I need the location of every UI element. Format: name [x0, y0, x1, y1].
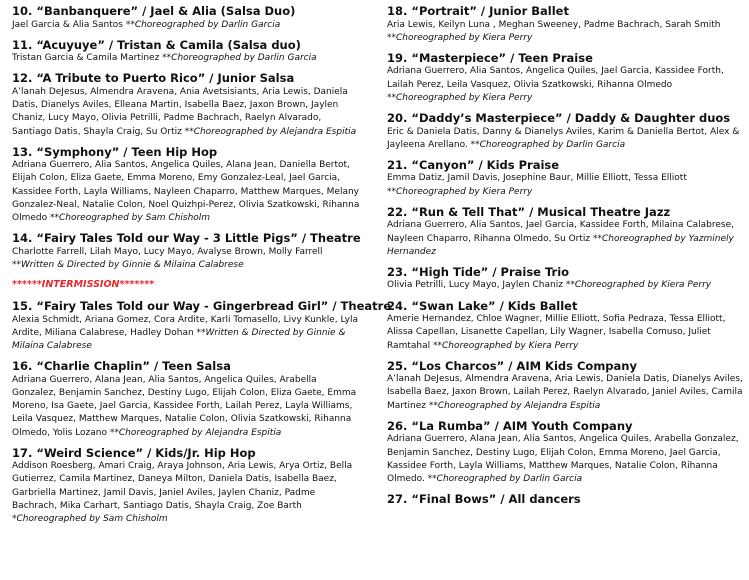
program-entry-27 — [387, 492, 743, 507]
entry-number: 19. — [387, 50, 408, 65]
entry-body — [12, 159, 362, 225]
entry-body — [387, 313, 743, 353]
entry-title: “Final Bows” / All dancers — [411, 492, 581, 507]
program-entry-18 — [387, 4, 743, 45]
entry-number: 20. — [387, 111, 408, 126]
entry-credit: **Choreographed by Darlin Garcia — [467, 139, 626, 150]
entry-credit: **Choreographed by Kiera Perry — [562, 280, 712, 291]
entry-heading — [387, 51, 743, 66]
entry-title: “Swan Lake” / Kids Ballet — [411, 298, 578, 313]
entry-number: 23. — [387, 264, 408, 279]
program-entry-23 — [387, 265, 743, 293]
entry-credit: *Choreographed by Sam Chisholm — [12, 514, 168, 525]
entry-title: “Fairy Tales Told our Way - Gingerbread Girl” / Theatre — [36, 299, 392, 314]
entry-cast: Jael Garcia & Alia Santos — [12, 19, 123, 30]
program-entry-21 — [387, 158, 743, 199]
entry-heading — [12, 4, 362, 19]
entry-heading — [387, 299, 743, 314]
entry-heading — [387, 4, 743, 19]
entry-credit: **Choreographed by Alejandra Espitia — [107, 427, 282, 438]
left-column — [12, 4, 392, 532]
entry-body — [12, 314, 362, 354]
entry-title: “Masterpiece” / Teen Praise — [411, 50, 593, 65]
entry-number: 13. — [12, 144, 33, 159]
entry-body — [387, 219, 743, 259]
entry-body — [387, 126, 743, 152]
entry-heading — [387, 205, 743, 220]
entry-title: “Los Charcos” / AIM Kids Company — [411, 358, 637, 373]
entry-body — [387, 19, 743, 45]
entry-cast: Charlotte Farrell, Lilah Mayo, Lucy Mayo, Avalyse Brown, Molly Farrell — [12, 246, 323, 257]
entry-body — [12, 52, 362, 65]
entry-heading — [387, 265, 743, 280]
entry-body — [387, 172, 743, 198]
entry-title: “Symphony” / Teen Hip Hop — [36, 144, 218, 159]
entry-number: 12. — [12, 71, 33, 86]
entry-number: 16. — [12, 359, 33, 374]
entry-credit: **Choreographed by Kiera Perry — [387, 92, 533, 103]
entry-credit: **Choreographed by Kiera Perry — [387, 32, 533, 43]
entry-heading — [12, 446, 362, 461]
entry-number: 15. — [12, 299, 33, 314]
entry-number: 25. — [387, 358, 408, 373]
entry-heading — [387, 419, 743, 434]
entry-body — [12, 86, 362, 139]
entry-credit: **Choreographed by Kiera Perry — [387, 186, 533, 197]
program-entry-25 — [387, 359, 743, 413]
entry-number: 27. — [387, 492, 408, 507]
entry-number: 14. — [12, 231, 33, 246]
entry-title: “La Rumba” / AIM Youth Company — [411, 418, 633, 433]
entry-credit: **Written & Directed by Ginnie & Milaina Calabrese — [12, 327, 346, 352]
entry-heading — [12, 38, 362, 53]
entry-title: “Portrait” / Junior Ballet — [411, 4, 569, 18]
entry-number: 21. — [387, 157, 408, 172]
entry-cast: A’lanah DeJesus, Almendra Aravena, Ania Avetsisiants, Aria Lewis, Daniela Datis, Dianelys Aviles, Elleana Martin, Isabella Baez, Jaxon Brown, Jaylen Chaniz, Lucy Mayo, Olivia Petrilli, Padme Bachrach, Raelyn Alvarado, Santiago Datis, Shayla Craig, Su Ortiz — [12, 86, 348, 137]
entry-body — [12, 246, 362, 272]
entry-number: 22. — [387, 204, 408, 219]
entry-cast: Adriana Guerrero, Alana Jean, Alia Santos, Angelica Quiles, Arabella Gonzalez, Benjamin Sanchez, Destiny Lugo, Elijah Colon, Emma Moreno, Jael Garcia, Kassidee Forth, Layla Williams, Matthew Marques, Natalie Colon, Rihanna Olmedo. — [387, 434, 739, 484]
entry-body — [387, 65, 743, 105]
entry-heading — [12, 359, 362, 374]
entry-cast: Tristan Garcia & Camila Martinez — [12, 53, 160, 64]
program-entry-20 — [387, 111, 743, 152]
entry-body — [387, 433, 743, 486]
entry-number: 18. — [387, 4, 408, 18]
entry-heading — [12, 145, 362, 160]
entry-body — [12, 19, 362, 32]
program-entry-15 — [12, 299, 392, 353]
entry-number: 24. — [387, 298, 408, 313]
entry-title: “Run & Tell That” / Musical Theatre Jazz — [411, 204, 671, 219]
entry-cast: Addison Roesberg, Amari Craig, Araya Johnson, Aria Lewis, Arya Ortiz, Bella Gutierrez, Camila Martinez, Daneya Milton, Daniela Datis, Isabella Baez, Garbriella Martinez, Jamil Davis, Janiel Aviles, Jaylen Chaniz, Padme Bachrach, Mika Carhart, Santiago Datis, Shayla Craig, Zoe Barth — [12, 461, 353, 511]
entry-heading — [387, 492, 743, 507]
program-entry-13 — [12, 145, 362, 226]
entry-cast: Alexia Schmidt, Ariana Gomez, Cora Ardite, Karli Tomasello, Livy Kunkle, Lyla Ardite, Miliana Calabrese, Hadley Dohan — [12, 314, 359, 338]
entry-title: “Fairy Tales Told our Way - 3 Little Pigs” / Theatre — [36, 231, 361, 246]
right-column — [387, 4, 743, 513]
entry-cast: Amerie Hernandez, Chloe Wagner, Millie Elliott, Sofia Pedraza, Tessa Elliott, Alissa Capellan, Lisanette Capellan, Lily Wagner, Isabella Comuso, Juliet Ramtahal — [387, 314, 726, 351]
program-entry-16 — [12, 359, 362, 440]
program-entry-14 — [12, 231, 362, 272]
entry-cast: Adriana Guerrero, Alia Santos, Angelica Quiles, Alana Jean, Daniella Bertot, Elijah Colon, Eliza Gaete, Emma Moreno, Emy Gonzalez-Leal, Jael Garcia, Kassidee Forth, Layla Williams, Nayleen Chaparro, Matthew Marques, Melany Gonzalez-Neal, Natalie Colon, Noel Quizhpi-Perez, Olivia Szatkowski, Rihanna Olmedo — [12, 160, 360, 224]
entry-heading — [12, 231, 362, 246]
entry-credit: **Choreographed by Alejandra Espitia — [181, 126, 357, 137]
entry-credit: **Choreographed by Kiera Perry — [430, 340, 579, 351]
entry-heading — [12, 71, 362, 86]
entry-heading — [12, 299, 392, 314]
entry-cast: Eric & Daniela Datis, Danny & Dianelys Aviles, Karim & Daniella Bertot, Alex & Jayleena Arellano. — [387, 126, 740, 150]
program-entry-12 — [12, 71, 362, 138]
program-entry-26 — [387, 419, 743, 486]
program-entry-19 — [387, 51, 743, 105]
entry-body — [12, 460, 362, 526]
entry-credit: **Choreographed by Darlin Garcia — [159, 53, 317, 64]
intermission-label: ******INTERMISSION******* — [12, 279, 155, 291]
entry-credit: **Choreographed by Darlin Garcia — [122, 19, 281, 30]
entry-number: 11. — [12, 37, 33, 52]
entry-cast: Adriana Guerrero, Alia Santos, Jael Garcia, Kassidee Forth, Milaina Calabrese, Nayleen Chaparro, Rihanna Olmedo, Su Ortiz — [387, 220, 735, 244]
entry-heading — [387, 359, 743, 374]
entry-number: 26. — [387, 418, 408, 433]
entry-title: “Charlie Chaplin” / Teen Salsa — [36, 359, 231, 374]
entry-number: 10. — [12, 4, 33, 18]
entry-title: “Weird Science” / Kids/Jr. Hip Hop — [36, 445, 256, 460]
entry-credit: **Choreographed by Darlin Garcia — [424, 473, 583, 484]
entry-cast: Adriana Guerrero, Alia Santos, Angelica Quiles, Jael Garcia, Kassidee Forth, Lailah Perez, Leila Vasquez, Olivia Szatkowski, Rihanna Olmedo — [387, 66, 724, 90]
entry-body — [12, 374, 362, 440]
entry-cast: Olivia Petrilli, Lucy Mayo, Jaylen Chaniz — [387, 280, 563, 291]
entry-cast: Emma Datiz, Jamil Davis, Josephine Baur, Millie Elliott, Tessa Elliott — [387, 173, 687, 184]
entry-body — [387, 279, 743, 292]
program-entry-17 — [12, 446, 362, 527]
entry-title: “A Tribute to Puerto Rico” / Junior Salsa — [36, 71, 295, 86]
entry-credit: **Written & Directed by Ginnie & Milaina Calabrese — [12, 259, 244, 270]
entry-title: “Banbanquere” / Jael & Alia (Salsa Duo) — [36, 4, 296, 18]
program-entry-22 — [387, 205, 743, 259]
program-entry-11 — [12, 38, 362, 66]
entry-cast: A’lanah DeJesus, Almendra Aravena, Aria Lewis, Daniela Datis, Dianelys Aviles, Isabella Baez, Jaxon Brown, Lailah Perez, Raelyn Alvarado, Janiel Aviles, Camila Martinez — [387, 374, 743, 411]
entry-title: “Daddy’s Masterpiece” / Daddy & Daughter duos — [411, 111, 731, 126]
entry-heading — [387, 111, 743, 126]
entry-credit: **Choreographed by Sam Chisholm — [47, 213, 211, 224]
entry-cast: Aria Lewis, Keilyn Luna , Meghan Sweeney, Padme Bachrach, Sarah Smith — [387, 19, 721, 30]
entry-cast: Adriana Guerrero, Alana Jean, Alia Santos, Angelica Quiles, Arabella Gonzalez, Benjamin Sanchez, Destiny Lugo, Elijah Colon, Eliza Gaete, Emma Moreno, Isa Gaete, Jael Garcia, Kassidee Forth, Lailah Perez, Layla Williams, Leila Vasquez, Matthew Marques, Natalie Colon, Olivia Szatkowski, Rihanna Olmedo, Yolis Lozano — [12, 374, 357, 438]
entry-body — [387, 373, 743, 413]
entry-title: “Acuyuye” / Tristan & Camila (Salsa duo) — [36, 37, 301, 52]
entry-credit: **Choreographed by Yazminely Hernandez — [387, 233, 734, 257]
program-entry-24 — [387, 299, 743, 353]
entry-title: “Canyon” / Kids Praise — [411, 157, 560, 172]
program-entry-10 — [12, 4, 362, 32]
entry-credit: **Choreographed by Alejandra Espitia — [425, 400, 601, 411]
entry-number: 17. — [12, 445, 33, 460]
entry-heading — [387, 158, 743, 173]
entry-title: “High Tide” / Praise Trio — [411, 264, 570, 279]
